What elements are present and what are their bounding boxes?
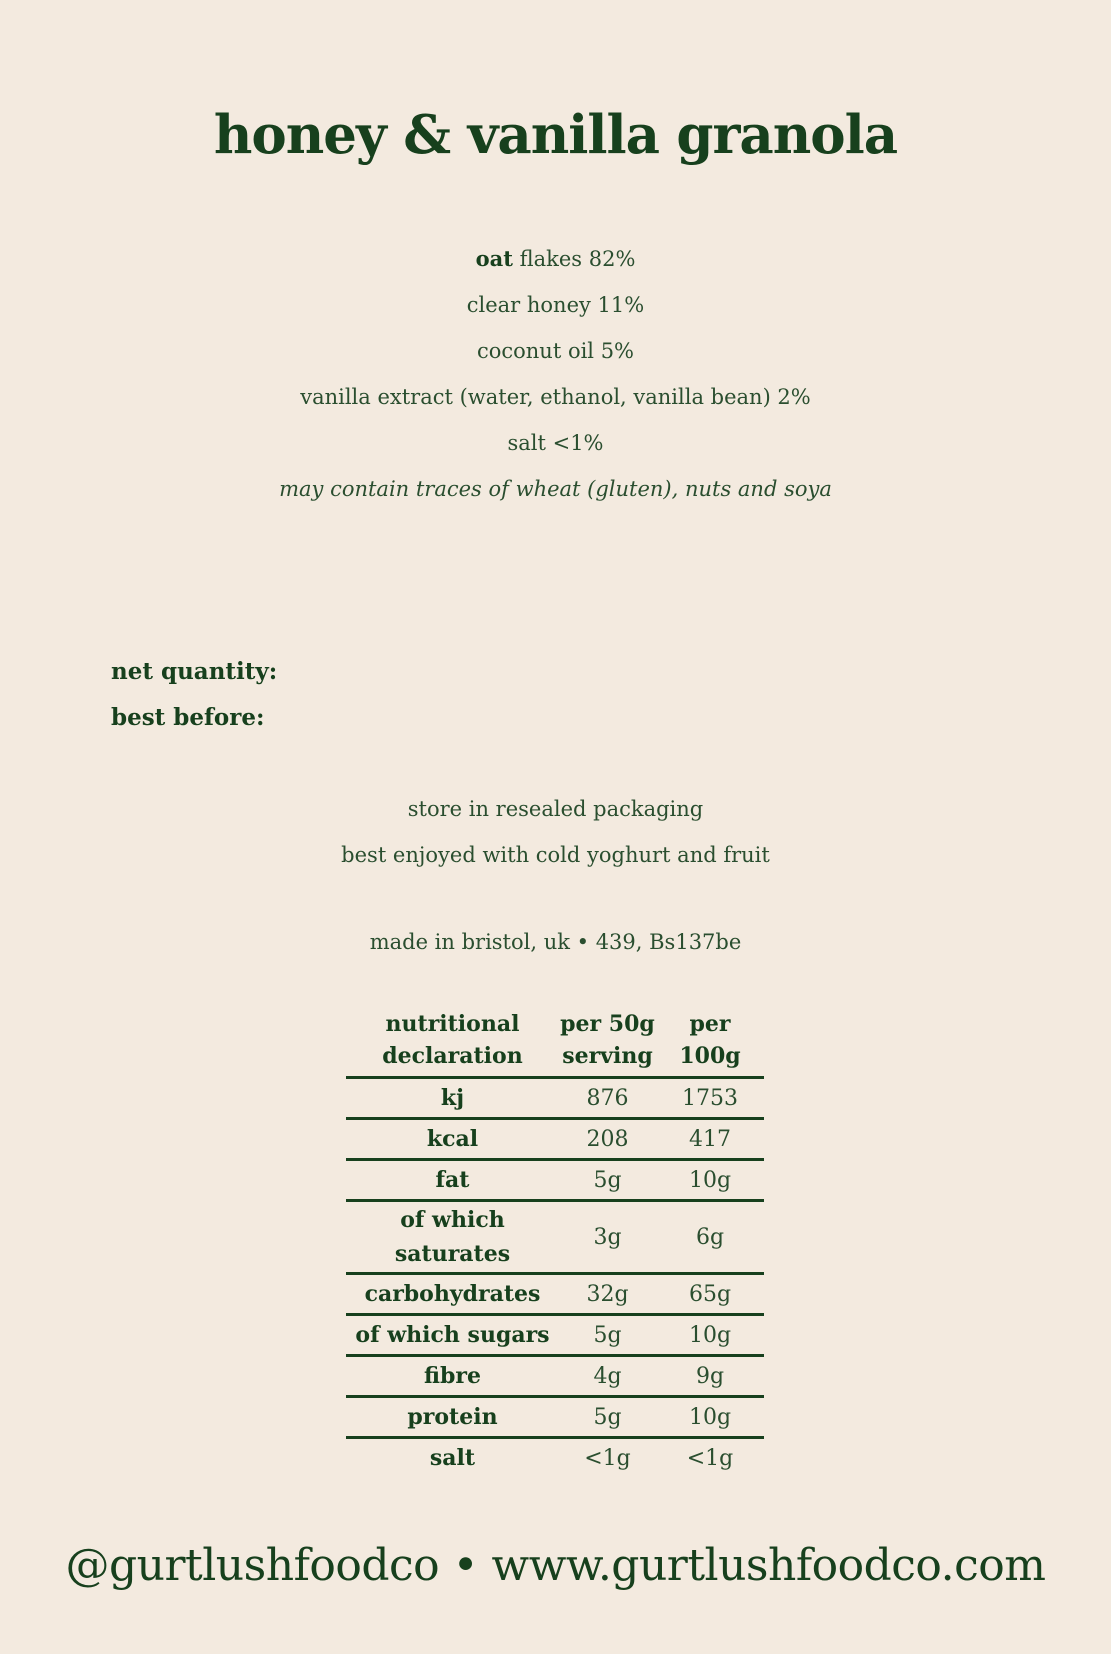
nutrient-label: kcal <box>346 1119 559 1160</box>
table-row <box>346 1356 764 1397</box>
per-100g-value: 10g <box>656 1160 764 1201</box>
nutrition-table <box>346 1006 764 1477</box>
ingredient-oat-detail: flakes 82% <box>512 247 636 271</box>
ingredient-vanilla: vanilla extract (water, ethanol, vanilla bean) 2% <box>300 385 811 409</box>
nutrition-header-row <box>346 1006 764 1078</box>
per-50g-value: 4g <box>559 1356 656 1397</box>
header-per-50g: per 50g serving <box>559 1006 656 1078</box>
nutrient-label: of which sugars <box>346 1315 559 1356</box>
per-100g-value: 417 <box>656 1119 764 1160</box>
table-row <box>346 1438 764 1478</box>
nutrient-label: of which saturates <box>346 1201 559 1274</box>
per-50g-value: 208 <box>559 1119 656 1160</box>
table-row <box>346 1078 764 1119</box>
per-100g-value: 9g <box>656 1356 764 1397</box>
nutrient-label: fat <box>346 1160 559 1201</box>
per-50g-value: 5g <box>559 1397 656 1438</box>
per-50g-value: 32g <box>559 1274 656 1315</box>
header-nutritional-declaration: nutritional declaration <box>346 1006 559 1078</box>
nutrient-label: salt <box>429 1445 476 1471</box>
ingredient-honey: clear honey 11% <box>466 293 645 317</box>
per-100g-value: 6g <box>656 1201 764 1274</box>
table-row <box>346 1201 764 1274</box>
net-quantity-label: net quantity: <box>111 658 278 685</box>
storage-line: store in resealed packaging <box>407 797 704 821</box>
product-title: honey & vanilla granola <box>213 104 898 166</box>
ingredient-salt: salt <1% <box>507 431 604 455</box>
ingredient-coconut-oil: coconut oil 5% <box>476 339 635 363</box>
table-row <box>346 1315 764 1356</box>
product-meta <box>111 654 277 746</box>
per-50g-value: 876 <box>559 1078 656 1119</box>
per-100g-value: <1g <box>686 1445 734 1471</box>
table-row <box>346 1274 764 1315</box>
ingredient-oat-name: oat <box>475 246 513 271</box>
social-footer: @gurtlushfoodco • www.gurtlushfoodco.com <box>65 1540 1046 1591</box>
per-50g-value: 5g <box>559 1315 656 1356</box>
per-100g-value: 65g <box>656 1274 764 1315</box>
per-50g-value: 3g <box>559 1201 656 1274</box>
per-100g-value: 10g <box>656 1397 764 1438</box>
nutrient-label: fibre <box>346 1356 559 1397</box>
per-100g-value: 10g <box>656 1315 764 1356</box>
per-50g-value: 5g <box>559 1160 656 1201</box>
nutrient-label: carbohydrates <box>346 1274 559 1315</box>
table-row <box>346 1160 764 1201</box>
storage-instructions <box>0 791 1111 883</box>
table-row <box>346 1397 764 1438</box>
nutrient-label: protein <box>346 1397 559 1438</box>
serving-suggestion: best enjoyed with cold yoghurt and fruit <box>341 843 770 867</box>
origin-address: made in bristol, uk • 439, Bs137be <box>369 930 742 954</box>
nutrient-label: kj <box>346 1078 559 1119</box>
allergen-notice: may contain traces of wheat (gluten), nuts and soya <box>279 477 832 501</box>
header-per-100g: per 100g <box>656 1006 764 1078</box>
ingredients-list <box>0 240 1111 516</box>
ingredient-oat <box>0 240 1111 286</box>
table-row <box>346 1119 764 1160</box>
per-100g-value: 1753 <box>656 1078 764 1119</box>
best-before-label: best before: <box>111 704 265 731</box>
per-50g-value: <1g <box>584 1445 631 1471</box>
